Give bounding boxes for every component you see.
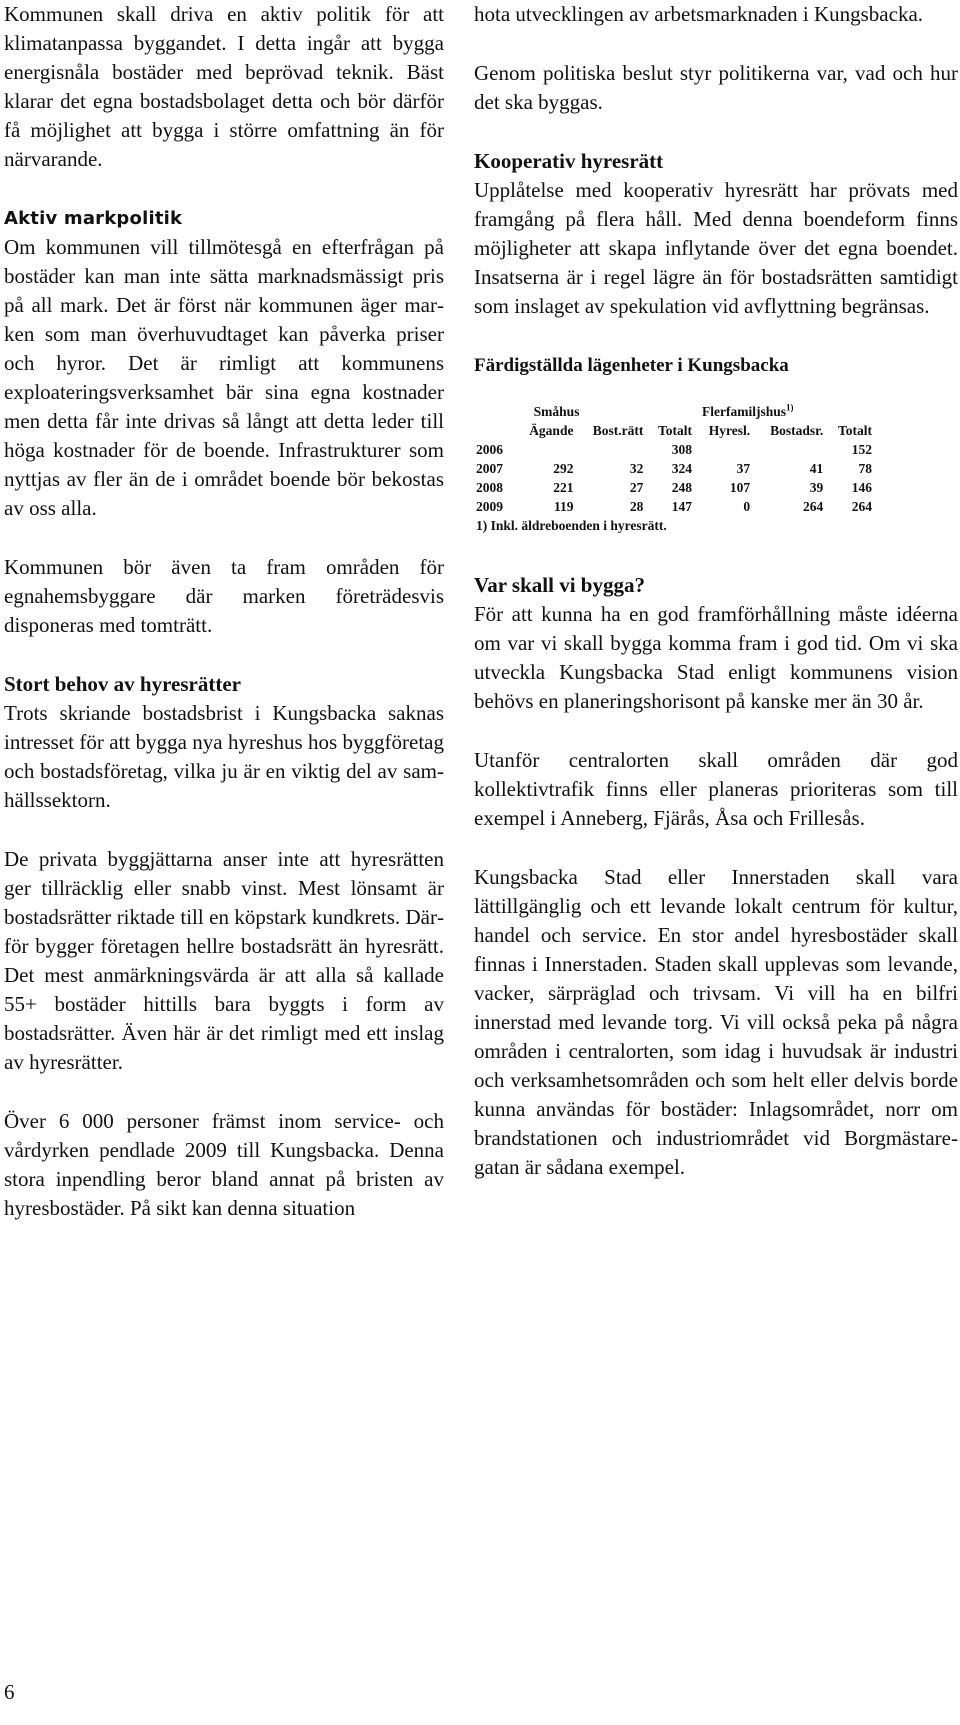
table-row [474, 497, 874, 516]
markpolitik-section [4, 204, 444, 233]
table-cell: 39 [809, 480, 824, 495]
table-cell: 28 [629, 499, 644, 514]
table-header-row [474, 421, 874, 440]
table-cell: 78 [858, 461, 872, 476]
table-cell: 221 [553, 480, 574, 495]
table-cell: 264 [803, 499, 824, 514]
page-number: 6 [4, 1680, 15, 1704]
table-cell: 152 [851, 442, 872, 457]
table-header: Hyresl. [708, 423, 751, 438]
table-cell: 324 [671, 461, 693, 476]
footnote-marker: 1) [786, 402, 794, 413]
table-row [474, 478, 874, 497]
kooperativ-section [474, 147, 958, 176]
table-cell: 248 [671, 480, 693, 495]
pendling-paragraph: Över 6 000 personer främst inom service- och vårdyrken pendlade 2009 till Kungsbacka. Denna stora inpendling beror bland annat på bristen av hyresbostäder. På sikt kan denna situation [4, 1109, 444, 1220]
utanfor-paragraph: Utanför centralorten skall områden där god kollektivtrafik finns eller planeras prioriteras som till exempel i Anneberg, Fjärås, Åsa och Frillesås. [474, 748, 958, 830]
markpolitik-paragraph: Om kommunen vill tillmötesgå en efterfrågan på bostäder kan man inte sätta marknadsmässigt pris på all mark. Det är först när kommunen äger marken som man överhuvudtaget kan påverka priser och hyror. Det är rimligt att kommunens exploateringsverksamhet bär sina egna kostnader men detta får inte drivas så långt att detta leder till höga kostnader för de boende. Infrastrukturer som nyttjas av fler än de i området boende bör bekostas av oss alla. [4, 235, 444, 520]
table-row [474, 459, 874, 478]
var-bygga-paragraph: För att kunna ha en god framförhållning måste idéerna om var vi skall bygga komma fram i god tid. Om vi ska utveckla Kungsbacka Stad enligt kommunens vision behövs en planeringshorisont på kanske mer än 30 år. [474, 602, 958, 713]
table-header: Totalt [658, 423, 693, 438]
table-group-row [474, 402, 874, 421]
table-header: Bost.rätt [592, 423, 644, 438]
table-header: Totalt [837, 423, 872, 438]
innerstad-paragraph: Kungsbacka Stad eller Innerstaden skall vara lättillgänglig och ett levande lokalt centrum för kultur, handel och service. En stor andel hyresbostäder skall finnas i Innerstaden. Staden skall upplevas som levande, vacker, särpräglad och trivsam. Vi vill ha en bilfri innerstad med levande torg. Vi vill också peka på några områden i centralorten, som idag i huvudsak är industri och verksamhetsområden och som helt eller delvis borde kunna användas för bostäder: Inlagsområdet, norr om brandstationen och industriområdet vid Borgmästaregatan är sådana exempel. [474, 865, 958, 1179]
table-cell [752, 440, 825, 459]
continuation-paragraph: hota utvecklingen av arbetsmarknaden i Kungsbacka. [474, 2, 924, 26]
intro-paragraph: Kommunen skall driva en aktiv politik för att klimatanpassa byggandet. I detta ingår att bygga energisnåla bostäder med beprövad teknik. Bäst klarar det egna bostadsbolaget detta och bör därför få möjlighet att bygga i större omfattning än för närvarande. [4, 2, 444, 171]
tomtratt-paragraph: Kommunen bör även ta fram områden för egnahemsbyggare där marken företrädesvis disponeras med tomträtt. [4, 555, 444, 637]
left-column [4, 0, 444, 1223]
politiska-paragraph: Genom politiska beslut styr politikerna var, vad och hur det ska byggas. [474, 61, 958, 114]
table-cell: 146 [851, 480, 872, 495]
markpolitik-heading: Aktiv markpolitik [4, 208, 183, 229]
table-cell: 2007 [476, 461, 503, 476]
table-cell [514, 440, 576, 459]
table-title: Färdigställda lägenheter i Kungsbacka [474, 355, 789, 376]
var-bygga-heading: Var skall vi bygga? [474, 573, 645, 597]
table-note-row [474, 516, 874, 535]
table-cell: 32 [629, 461, 644, 476]
kooperativ-paragraph: Upplåtelse med kooperativ hyresrätt har prövats med framgång på flera håll. Med denna boendeform finns möjligheter att skapa inflytande över det egna boendet. Insatserna är i regel lägre än för bostadsrätten samtidigt som inslaget av spekulation vid avflyttning begränsas. [474, 178, 958, 318]
var-bygga-section [474, 571, 958, 600]
table-cell: 0 [743, 499, 751, 514]
table-cell: 2008 [476, 480, 503, 495]
group-smahus: Småhus [533, 404, 580, 419]
hyresratter-heading: Stort behov av hyresrätter [4, 672, 241, 696]
hyresratter-paragraph: Trots skriande bostadsbrist i Kungsbacka saknas intresset för att bygga nya hyreshus hos byggföretag och bostadsföretag, vilka ju är en viktig del av samhällssektorn. [4, 701, 444, 812]
table-cell: 2009 [476, 499, 503, 514]
table-cell: 308 [671, 442, 693, 457]
table-cell: 107 [729, 480, 751, 495]
table-cell: 147 [671, 499, 693, 514]
table-cell: 27 [629, 480, 644, 495]
table-cell: 41 [809, 461, 824, 476]
table-cell: 37 [736, 461, 751, 476]
table-cell: 2006 [476, 442, 503, 457]
table-cell: 292 [553, 461, 574, 476]
table-footnote: 1) Inkl. äldreboenden i hyresrätt. [476, 518, 667, 533]
table-header [474, 421, 514, 440]
group-flerfamiljshus: Flerfamiljshus$^{1)}$ [702, 402, 794, 419]
table-header: Ägande [529, 423, 574, 438]
apartments-table [474, 402, 874, 535]
table-cell: 264 [851, 499, 872, 514]
kooperativ-heading: Kooperativ hyresrätt [474, 149, 664, 173]
byggjattar-paragraph: De privata byggjättarna anser inte att hyresrätten ger tillräcklig eller snabb vinst. Mest lönsamt är bostadsrätter riktade till en köpstark kundkrets. Därför bygger företagen hellre bostadsrätt än hyresrätt. Det mest anmärkningsvärda är att alla så kallade 55+ bostäder hittills bara byggts i form av bostadsrätter. Även här är det rimligt med ett inslag av hyresrätter. [4, 847, 444, 1074]
table-cell: 119 [553, 499, 574, 514]
table-cell [694, 440, 752, 459]
hyresratter-section [4, 670, 444, 699]
table-cell [575, 440, 645, 459]
right-column [474, 0, 958, 1182]
table-row [474, 440, 874, 459]
table-header: Bostadsr. [770, 423, 824, 438]
